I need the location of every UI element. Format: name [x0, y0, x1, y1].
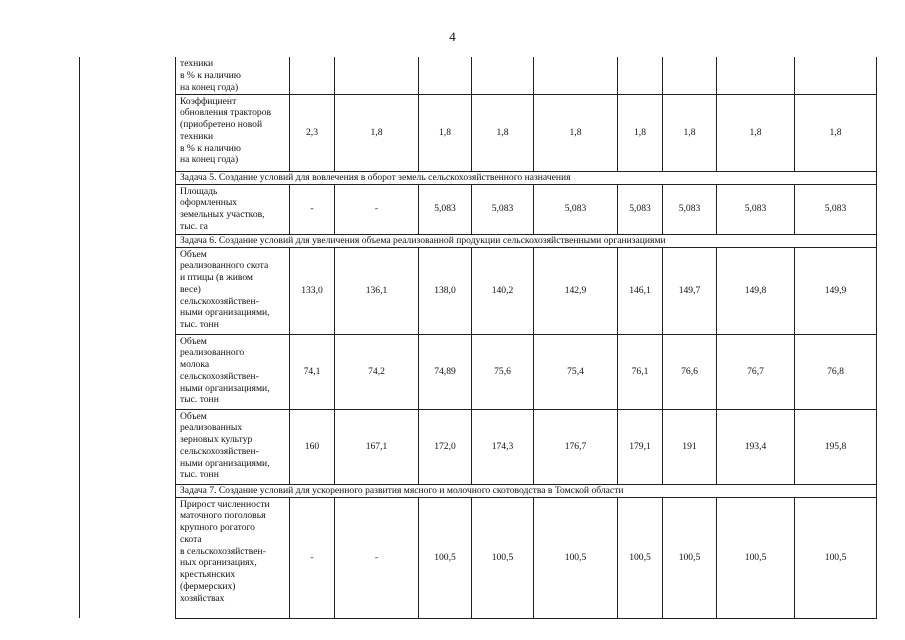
value-cell: 193,4	[717, 409, 795, 484]
section-column-cell	[80, 184, 176, 234]
task-row	[80, 484, 877, 497]
section-column-cell	[80, 497, 176, 618]
value-cell: 76,7	[717, 334, 795, 409]
section-column-cell	[80, 171, 176, 184]
value-cell: 5,083	[663, 184, 717, 234]
value-cell: 74,89	[419, 334, 472, 409]
value-cell: 142,9	[534, 247, 618, 334]
value-cell	[472, 57, 534, 94]
value-cell: 138,0	[419, 247, 472, 334]
value-cell: 100,5	[663, 497, 717, 618]
section-column-cell	[80, 234, 176, 247]
table-row	[80, 94, 877, 171]
value-cell	[663, 57, 717, 94]
value-cell: 100,5	[419, 497, 472, 618]
value-cell: 195,8	[795, 409, 877, 484]
value-cell: 1,8	[717, 94, 795, 171]
value-cell: 75,6	[472, 334, 534, 409]
value-cell: 5,083	[419, 184, 472, 234]
value-cell: 100,5	[534, 497, 618, 618]
indicator-name: Объем реализованных зерновых культур сельскохозяйствен- ными организациями, тыс. тонн	[176, 409, 290, 484]
value-cell: 1,8	[795, 94, 877, 171]
value-cell: 179,1	[618, 409, 663, 484]
indicators-table	[79, 57, 877, 619]
table-row	[80, 184, 877, 234]
value-cell: 5,083	[717, 184, 795, 234]
value-cell	[618, 57, 663, 94]
value-cell	[290, 57, 335, 94]
section-column-cell	[80, 247, 176, 334]
value-cell	[335, 57, 419, 94]
value-cell: 75,4	[534, 334, 618, 409]
task-row	[80, 171, 877, 184]
value-cell: 76,6	[663, 334, 717, 409]
value-cell: 100,5	[618, 497, 663, 618]
value-cell: 5,083	[472, 184, 534, 234]
table-row	[80, 409, 877, 484]
value-cell: 149,7	[663, 247, 717, 334]
value-cell: 149,9	[795, 247, 877, 334]
value-cell: -	[290, 497, 335, 618]
value-cell: 100,5	[472, 497, 534, 618]
value-cell: 74,2	[335, 334, 419, 409]
value-cell: 1,8	[663, 94, 717, 171]
value-cell: 1,8	[335, 94, 419, 171]
section-column-cell	[80, 409, 176, 484]
indicator-name: Коэффициент обновления тракторов (приобретено новой техники в % к наличию на конец года)	[176, 94, 290, 171]
value-cell: 1,8	[618, 94, 663, 171]
indicator-name: Прирост численности маточного поголовья крупного рогатого скота в сельскохозяйствен- ных организациях, крестьянских (фермерских) хозяйствах	[176, 497, 290, 618]
value-cell	[717, 57, 795, 94]
indicator-name: Площадь оформленных земельных участков, тыс. га	[176, 184, 290, 234]
task-heading: Задача 6. Создание условий для увеличения объема реализованной продукции сельскохозяйственными организациями	[176, 234, 877, 247]
value-cell: 176,7	[534, 409, 618, 484]
value-cell: 167,1	[335, 409, 419, 484]
table-body	[80, 57, 877, 618]
section-column-cell	[80, 94, 176, 171]
value-cell	[534, 57, 618, 94]
value-cell: 174,3	[472, 409, 534, 484]
value-cell: 133,0	[290, 247, 335, 334]
value-cell	[795, 57, 877, 94]
value-cell: 191	[663, 409, 717, 484]
value-cell: 5,083	[618, 184, 663, 234]
value-cell: -	[335, 497, 419, 618]
section-column-cell	[80, 57, 176, 94]
indicator-name: Объем реализованного скота и птицы (в живом весе) сельскохозяйствен- ными организациями, тыс. тонн	[176, 247, 290, 334]
table-row	[80, 247, 877, 334]
value-cell: -	[290, 184, 335, 234]
value-cell: -	[335, 184, 419, 234]
table-row	[80, 57, 877, 94]
task-row	[80, 234, 877, 247]
value-cell: 1,8	[534, 94, 618, 171]
value-cell: 172,0	[419, 409, 472, 484]
value-cell: 146,1	[618, 247, 663, 334]
value-cell: 76,1	[618, 334, 663, 409]
table-row	[80, 497, 877, 618]
value-cell: 140,2	[472, 247, 534, 334]
value-cell: 100,5	[717, 497, 795, 618]
value-cell: 76,8	[795, 334, 877, 409]
value-cell: 1,8	[472, 94, 534, 171]
value-cell: 74,1	[290, 334, 335, 409]
page-number: 4	[449, 29, 456, 44]
section-column-cell	[80, 334, 176, 409]
task-heading: Задача 7. Создание условий для ускоренного развития мясного и молочного скотоводства в Томской области	[176, 484, 877, 497]
task-heading: Задача 5. Создание условий для вовлечения в оборот земель сельскохозяйственного назначения	[176, 171, 877, 184]
value-cell: 1,8	[419, 94, 472, 171]
value-cell: 160	[290, 409, 335, 484]
value-cell: 5,083	[795, 184, 877, 234]
value-cell	[419, 57, 472, 94]
table-row	[80, 334, 877, 409]
value-cell: 136,1	[335, 247, 419, 334]
value-cell: 100,5	[795, 497, 877, 618]
section-column-cell	[80, 484, 176, 497]
value-cell: 2,3	[290, 94, 335, 171]
indicator-name: техники в % к наличию на конец года)	[176, 57, 290, 94]
value-cell: 149,8	[717, 247, 795, 334]
indicator-name: Объем реализованного молока сельскохозяйствен- ными организациями, тыс. тонн	[176, 334, 290, 409]
value-cell: 5,083	[534, 184, 618, 234]
